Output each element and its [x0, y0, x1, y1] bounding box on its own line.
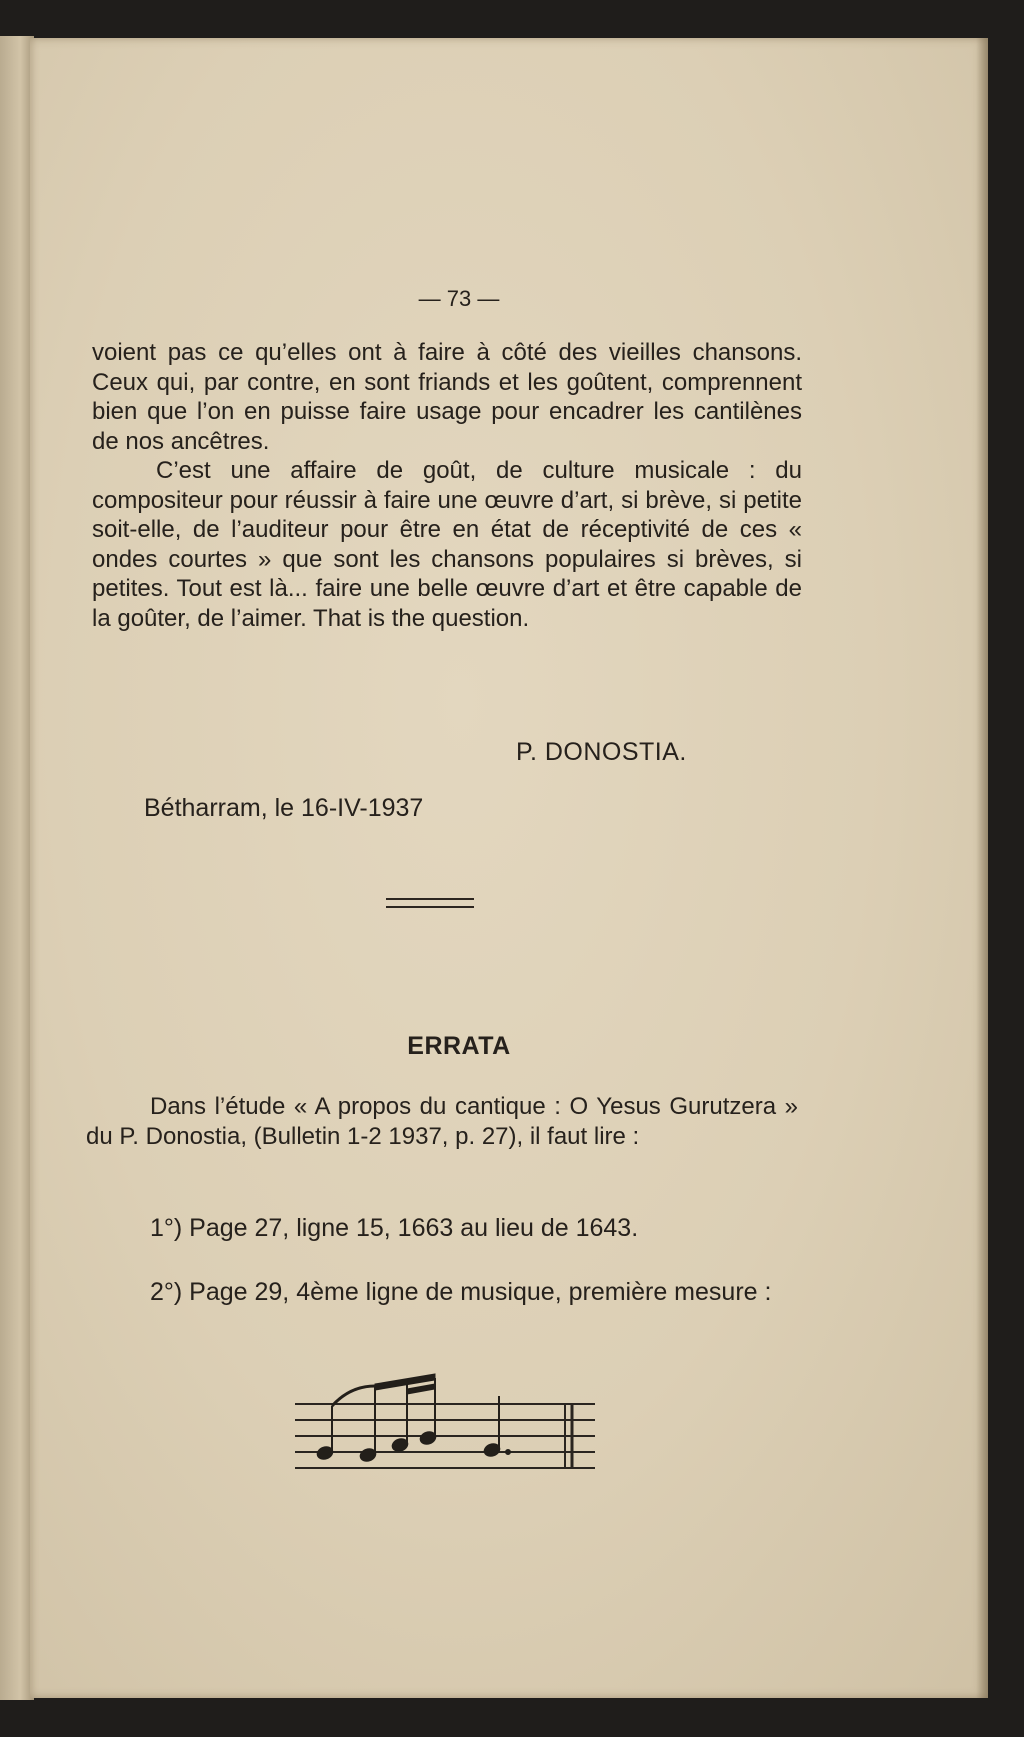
page-number: — 73 —: [418, 286, 500, 311]
page-sheet: [30, 38, 988, 1698]
dot: [506, 1450, 511, 1455]
paragraph-2: C’est une affaire de goût, de culture musicale : du compositeur pour réussir à faire une œuvre d’art, si brève, si petite soit-elle, de l’auditeur pour être en état de réceptivité de ces « ondes courtes » que sont les chansons populaires si brèves, si petites. Tout est là... faire une belle œuvre d’art et être capable de la goûter, de l’aimer. That is the question.: [92, 457, 802, 632]
notes: [315, 1374, 510, 1463]
beam-2: [407, 1384, 435, 1394]
errata-item-1: 1°) Page 27, ligne 15, 1663 au lieu de 1643.: [150, 1214, 639, 1242]
music-notation-figure: [260, 1356, 620, 1476]
errata-item-2: 2°) Page 29, 4ème ligne de musique, première mesure :: [150, 1278, 772, 1306]
body-text: [92, 338, 802, 633]
errata-intro: Dans l’étude « A propos du cantique : O Yesus Gurutzera » du P. Donostia, (Bulletin 1-2 1937, p. 27), il faut lire :: [86, 1093, 798, 1150]
place-date: Bétharram, le 16-IV-1937: [144, 794, 424, 822]
staff-lines: [295, 1404, 595, 1468]
section-divider: [386, 898, 474, 908]
page-shadow: [976, 38, 988, 1698]
errata-title: ERRATA: [407, 1032, 511, 1060]
author-signature: P. DONOSTIA.: [516, 738, 687, 766]
facing-page-edge: [0, 36, 34, 1700]
paragraph-1: voient pas ce qu’elles ont à faire à côté des vieilles chansons. Ceux qui, par contre, en sont friands et les goûtent, comprennent bien que l’on en puisse faire usage pour encadrer les cantilènes de nos ancêtres.: [92, 339, 802, 455]
